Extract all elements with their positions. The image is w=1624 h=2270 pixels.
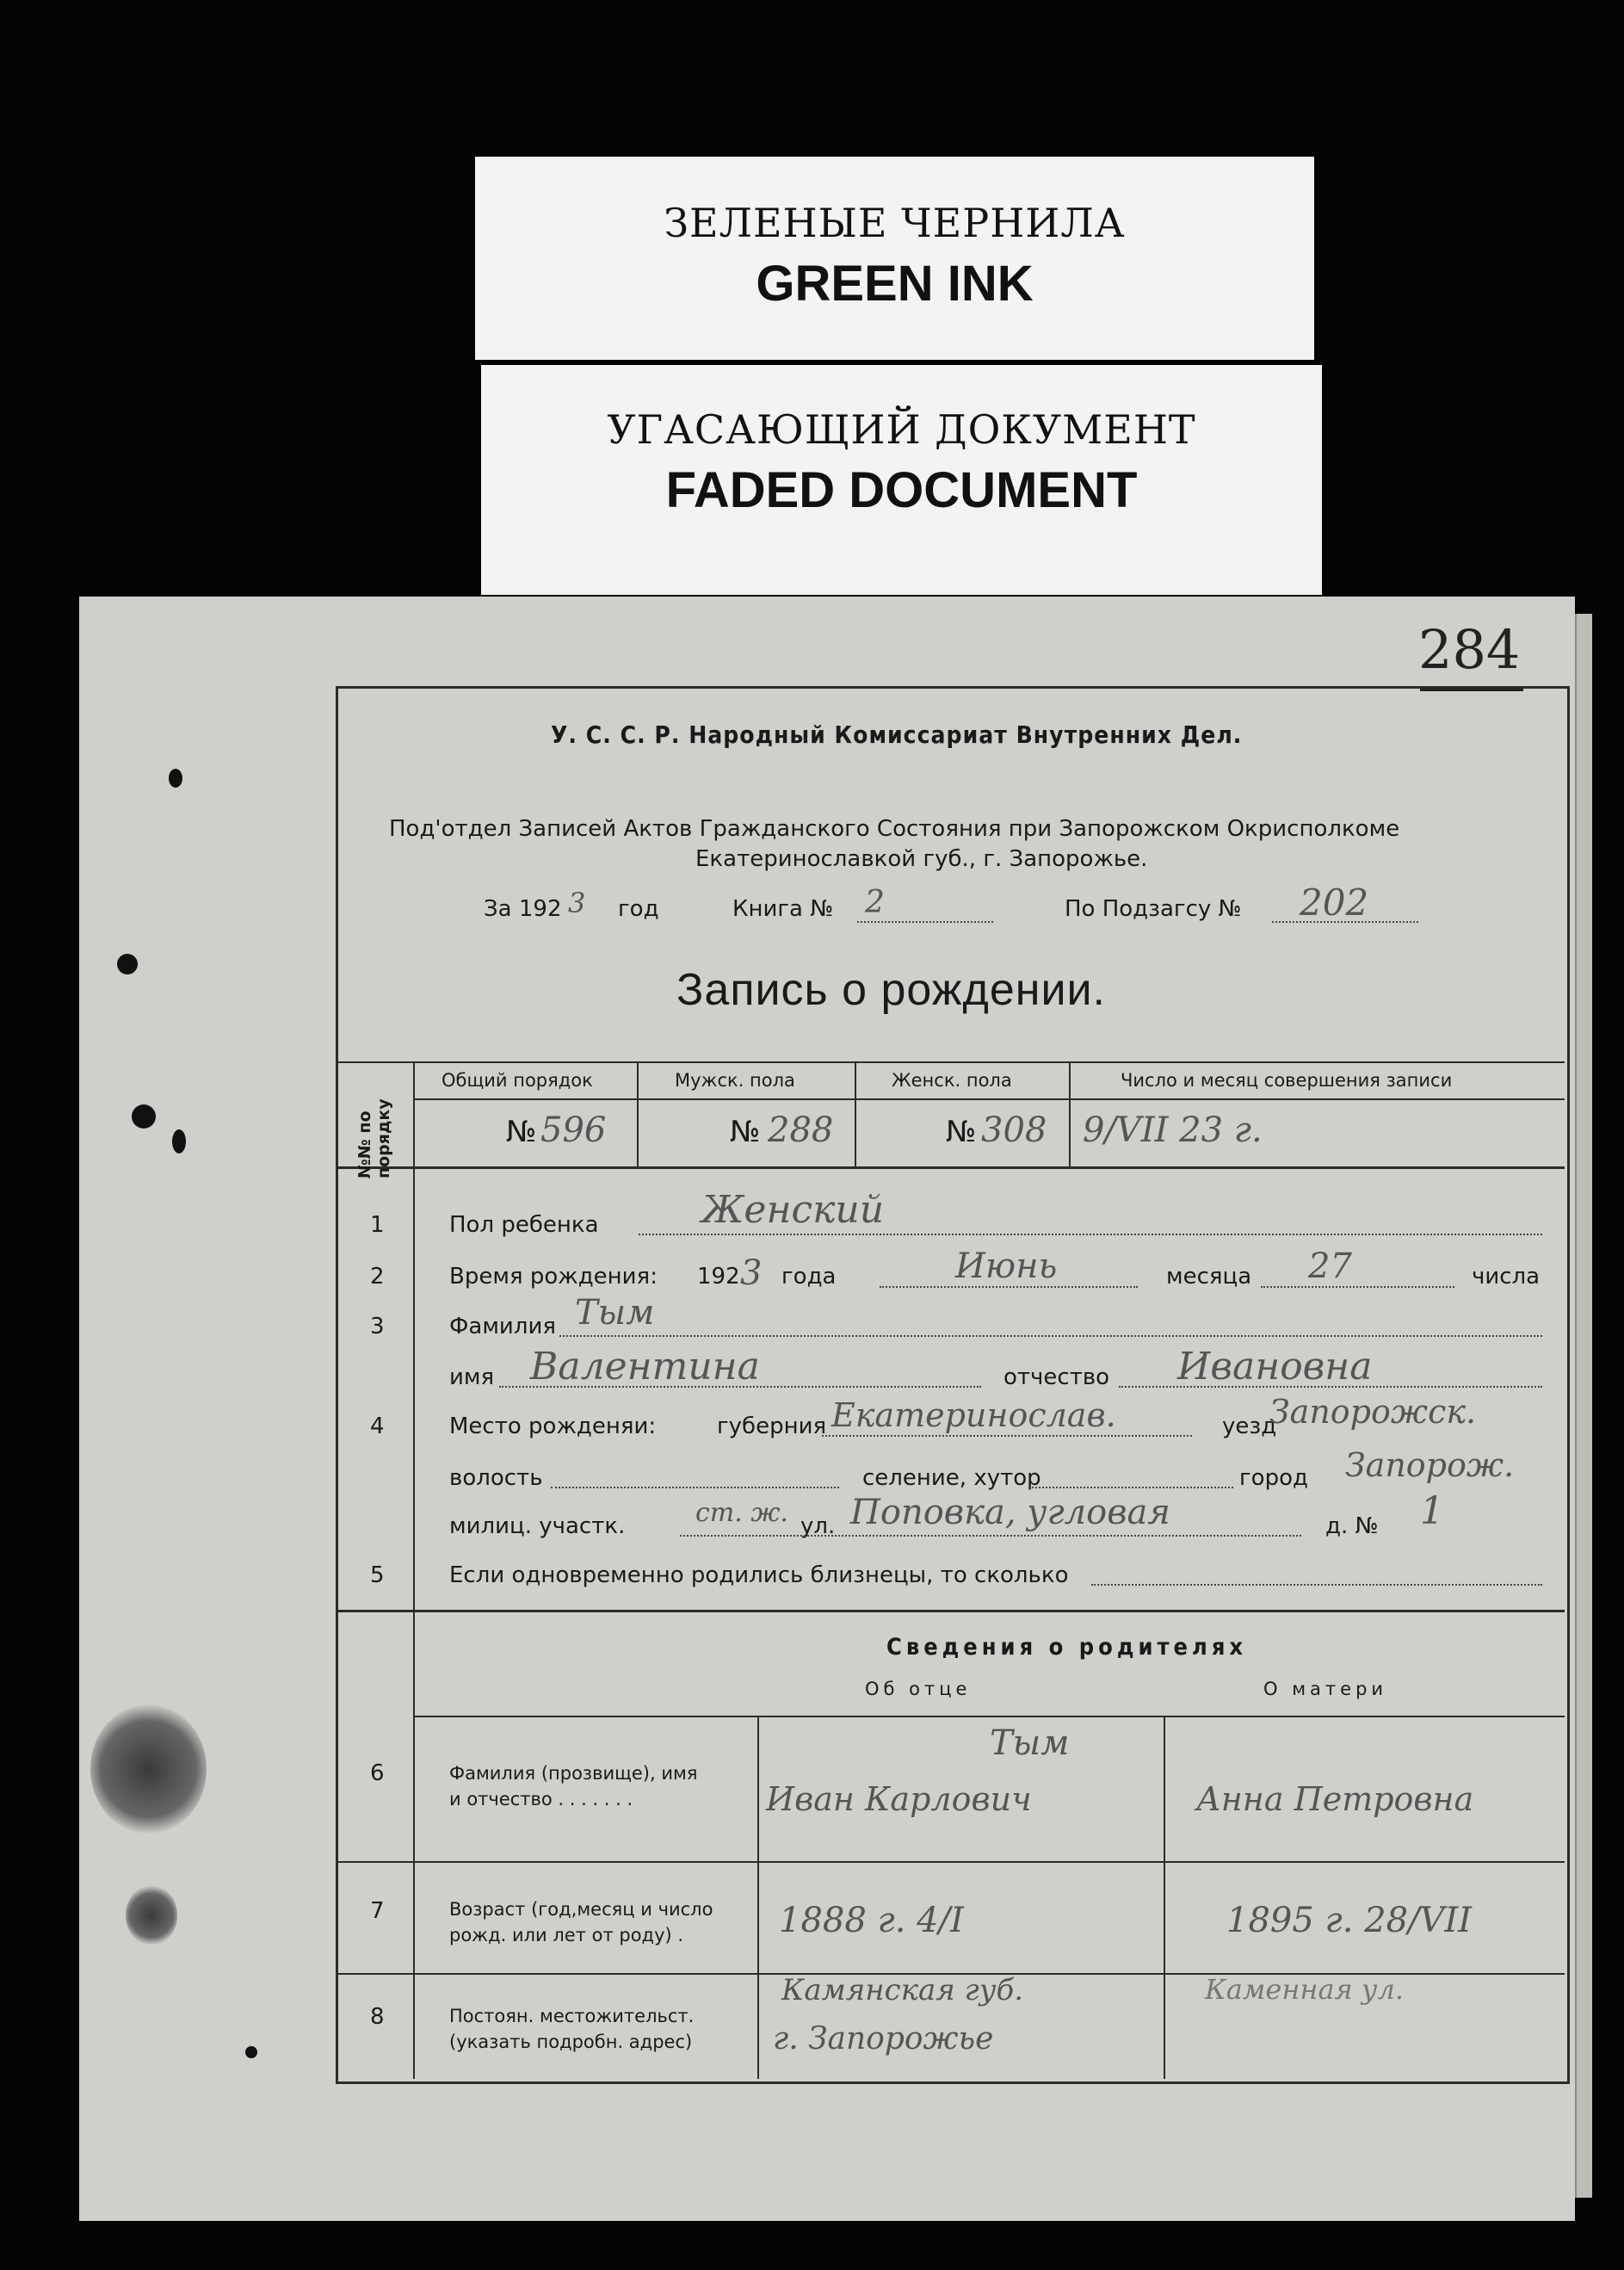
- militia-label: милиц. участк.: [449, 1513, 626, 1539]
- birth-month-handwritten: Июнь: [955, 1246, 1058, 1286]
- general-order-handwritten: 596: [540, 1110, 607, 1150]
- street-dotted-line: [680, 1535, 1301, 1537]
- num-prefix-1: №: [506, 1115, 537, 1149]
- row-num-4: 4: [370, 1413, 385, 1439]
- street-handwritten: Поповка, угловая: [850, 1493, 1170, 1532]
- header-underline: [413, 1098, 1565, 1100]
- parents-header-rule: [413, 1716, 1565, 1717]
- birth-month-dotted-line: [880, 1286, 1138, 1288]
- punch-hole: [117, 954, 138, 974]
- district-handwritten: Запорожск.: [1269, 1393, 1477, 1431]
- row-num-8: 8: [370, 2004, 385, 2030]
- female-count-handwritten: 308: [981, 1110, 1047, 1150]
- volost-dotted-line: [551, 1487, 839, 1488]
- mother-column-header: О матери: [1263, 1679, 1388, 1699]
- header-line-1: У. С. С. Р. Народный Комиссариат Внутренних Дел.: [551, 721, 1243, 749]
- table-top-rule: [336, 1061, 1565, 1063]
- label-ru-faded-document: УГАСАЮЩИЙ ДОКУМЕНТ: [607, 406, 1196, 453]
- province-label: губерния: [717, 1413, 827, 1439]
- label-en-faded-document: FADED DOCUMENT: [665, 462, 1138, 518]
- mother-residence-handwritten: Каменная ул.: [1205, 1973, 1405, 2006]
- label-ru-green-ink: ЗЕЛЕНЫЕ ЧЕРНИЛА: [664, 200, 1126, 246]
- num-prefix-2: №: [730, 1115, 761, 1149]
- book-handwritten: 2: [865, 885, 885, 920]
- header-bottom-rule: [336, 1166, 1565, 1169]
- patronymic-handwritten: Ивановна: [1177, 1345, 1373, 1389]
- father-name-handwritten: Иван Карлович: [766, 1780, 1032, 1818]
- parents-title: Сведения о родителях: [886, 1634, 1248, 1661]
- surname-label: Фамилия: [449, 1314, 556, 1339]
- twins-label: Если одновременно родились близнецы, то сколько: [449, 1562, 1069, 1588]
- mother-age-handwritten: 1895 г. 28/VII: [1226, 1901, 1473, 1940]
- green-ink-label-card: [475, 157, 1314, 360]
- header-line-2: Под'отдел Записей Актов Гражданского Состояния при Запорожском Окрисполкоме: [389, 816, 1400, 842]
- patronymic-dotted-line: [1119, 1386, 1542, 1388]
- punch-hole: [245, 2046, 257, 2058]
- sex-label: Пол ребенка: [449, 1212, 599, 1238]
- month-label: месяца: [1166, 1264, 1252, 1290]
- twins-dotted-line: [1091, 1584, 1542, 1586]
- row-num-7: 7: [370, 1898, 385, 1924]
- city-label: город: [1239, 1465, 1308, 1491]
- sex-dotted-line: [639, 1234, 1542, 1235]
- row-num-3: 3: [370, 1314, 385, 1339]
- house-handwritten: 1: [1420, 1489, 1444, 1533]
- province-dotted-line: [822, 1435, 1192, 1437]
- father-column-header: Об отце: [865, 1679, 972, 1699]
- birth-time-label: Время рождения:: [449, 1264, 658, 1290]
- col-header-general-order: Общий порядок: [442, 1070, 593, 1091]
- village-label: селение, хутор: [862, 1465, 1041, 1491]
- podzags-handwritten: 202: [1300, 881, 1369, 924]
- father-surname-handwritten: Тым: [990, 1723, 1070, 1763]
- ink-stain: [90, 1704, 207, 1834]
- mother-name-handwritten: Анна Петровна: [1196, 1780, 1474, 1818]
- surname-handwritten: Тым: [575, 1293, 655, 1333]
- residence-label-line-1: Постоян. местожительст.: [449, 2006, 695, 2026]
- birth-day-dotted-line: [1261, 1286, 1454, 1288]
- col-header-female: Женск. пола: [892, 1070, 1012, 1091]
- patronymic-label: отчество: [1003, 1364, 1110, 1390]
- house-label: д. №: [1325, 1513, 1379, 1539]
- year-suffix: год: [618, 896, 659, 922]
- header-line-3: Екатеринославкой губ., г. Запорожье.: [695, 846, 1148, 872]
- name-label-line-1: Фамилия (прозвище), имя: [449, 1763, 698, 1784]
- podzags-dotted-line: [1272, 921, 1418, 923]
- row-num-5: 5: [370, 1562, 385, 1588]
- militia-handwritten: ст. ж.: [695, 1498, 788, 1528]
- year-label: За 192: [484, 896, 562, 922]
- col-divider: [855, 1061, 856, 1166]
- record-date-handwritten: 9/VII 23 г.: [1083, 1110, 1263, 1150]
- father-age-handwritten: 1888 г. 4/I: [779, 1901, 964, 1940]
- parents-col-divider: [1164, 1716, 1165, 2079]
- ink-stain: [126, 1885, 177, 1945]
- given-name-label: имя: [449, 1364, 495, 1390]
- row-num-2: 2: [370, 1264, 385, 1290]
- book-dotted-line: [857, 921, 993, 923]
- village-dotted-line: [1028, 1487, 1233, 1488]
- col-divider: [413, 1061, 415, 2079]
- birthplace-label: Место рожденяи:: [449, 1413, 657, 1439]
- birth-year-prefix: 192: [697, 1264, 740, 1290]
- parents-col-divider: [757, 1716, 759, 2079]
- sex-handwritten: Женский: [701, 1188, 885, 1232]
- surname-dotted-line: [559, 1335, 1542, 1337]
- row-6-rule: [336, 1861, 1565, 1863]
- num-prefix-3: №: [946, 1115, 977, 1149]
- birth-year-handwritten: 3: [740, 1253, 763, 1293]
- province-handwritten: Екатеринослав.: [831, 1396, 1116, 1434]
- age-label-line-1: Возраст (год,месяц и число: [449, 1899, 713, 1920]
- given-name-dotted-line: [499, 1386, 981, 1388]
- father-residence-handwritten-1: Камянская губ.: [781, 1973, 1024, 2007]
- podzags-label: По Подзагсу №: [1065, 896, 1242, 922]
- punch-hole: [172, 1129, 186, 1154]
- punch-hole: [132, 1104, 156, 1129]
- male-count-handwritten: 288: [768, 1110, 834, 1150]
- district-label: уезд: [1222, 1413, 1277, 1439]
- father-residence-handwritten-2: г. Запорожье: [773, 2021, 994, 2057]
- day-label: числа: [1472, 1264, 1541, 1290]
- city-handwritten: Запорож.: [1345, 1446, 1515, 1484]
- col-divider: [1069, 1061, 1071, 1166]
- residence-label-line-2: (указать подробн. адрес): [449, 2032, 693, 2052]
- faded-document-label-card: [481, 365, 1322, 595]
- age-label-line-2: рожд. или лет от роду) .: [449, 1925, 684, 1945]
- year-handwritten: 3: [568, 887, 586, 919]
- label-en-green-ink: GREEN INK: [756, 256, 1034, 312]
- order-vertical-label: №№ по порядку: [355, 1098, 393, 1178]
- volost-label: волость: [449, 1465, 543, 1491]
- name-label-line-2: и отчество . . . . . . .: [449, 1789, 633, 1809]
- page-number: 284: [1418, 618, 1521, 681]
- book-label: Книга №: [732, 896, 834, 922]
- col-divider: [637, 1061, 639, 1166]
- birth-day-handwritten: 27: [1308, 1246, 1352, 1286]
- col-header-date: Число и месяц совершения записи: [1121, 1070, 1453, 1091]
- street-label: ул.: [800, 1513, 836, 1539]
- row-num-6: 6: [370, 1760, 385, 1786]
- given-name-handwritten: Валентина: [530, 1345, 760, 1389]
- birth-year-suffix: года: [781, 1264, 837, 1290]
- punch-hole: [169, 769, 182, 788]
- form-title: Запись о рождении.: [676, 965, 1106, 1015]
- col-header-male: Мужск. пола: [675, 1070, 795, 1091]
- rows-bottom-rule: [336, 1610, 1565, 1612]
- row-num-1: 1: [370, 1212, 385, 1238]
